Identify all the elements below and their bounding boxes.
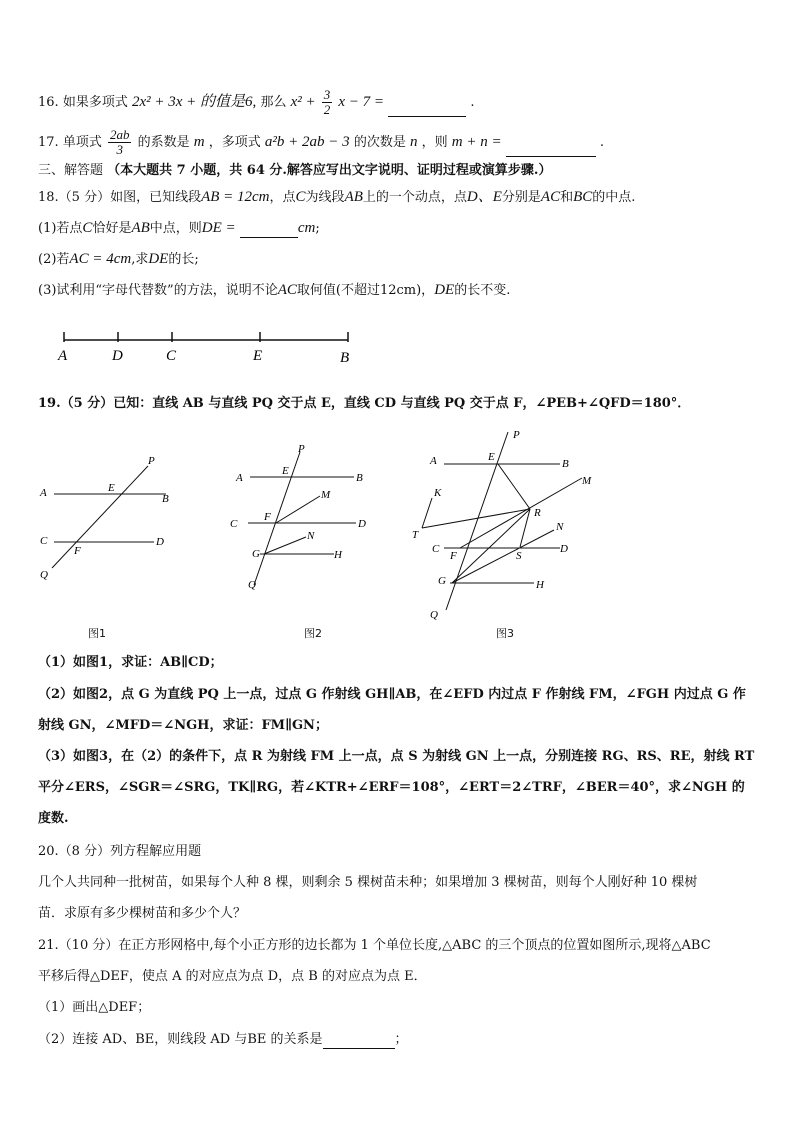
question-21-head: 21.（10 分）在正方形网格中,每个小正方形的边长都为 1 个单位长度,△ABC 的三个顶点的位置如图所示,现将△ABC [38,938,711,953]
question-19-head: 19.（5 分）已知：直线 AB 与直线 PQ 交于点 E，直线 CD 与直线 PQ 交于点 F，∠PEB+∠QFD＝180°． [38,396,691,411]
q18-p1-unit: cm [297,220,316,236]
label-b: B [340,350,350,366]
q18-p3-ac: AC [277,282,297,298]
q18-part3 [38,281,510,300]
q18-head4: 上的一个动点，点 [362,190,467,205]
q18-ac: AC [540,189,561,205]
q19-figure-2 [228,440,378,592]
q18-p1-ab: AB [131,220,150,236]
fig1-label-p: P [148,455,155,467]
question-17 [38,128,604,157]
fig2-caption: 图2 [304,627,322,640]
q18-p2-b: ,求 [131,252,149,267]
section-note: （本大题共 7 小题，共 64 分.解答应写出文字说明、证明过程或演算步骤.） [107,163,552,178]
label-e: E [253,348,263,364]
q17-text-c: ，多项式 [208,135,261,150]
q18-p2-a: (2)若 [38,252,70,267]
q19-figure-3 [404,426,604,622]
q17-poly: a²b + 2ab − 3 [264,134,350,150]
fig3-label-p: P [513,429,520,441]
q16-end: . [470,95,475,110]
q16-expr2b: x − 7 = [338,94,385,110]
q17-text-a: 单项式 [62,135,102,150]
fig3-label-g: G [438,575,446,587]
q21-part1: （1）画出△DEF； [38,1000,151,1015]
fig1-label-q: Q [40,569,48,581]
q17-text-e: ，则 [421,135,448,150]
q18-p3-b: 取何值(不超过12cm)， [296,283,435,298]
q18-p1-c: C [82,220,93,236]
ray-gn [452,530,554,583]
q16-number: 16. [38,95,59,110]
q17-fraction: $\frac{2ab}{3}$ [109,127,130,157]
segment-rs [520,509,530,547]
q16-fraction: $\frac{3}{2}$ [323,87,331,117]
q19-part3-line2: 平分∠ERS，∠SGR＝∠SRG，TK∥RG，若∠KTR+∠ERF＝108°，∠ERT＝2∠TRF，∠BER＝40°，求∠NGH 的 [38,780,745,795]
fig2-label-q: Q [248,579,256,591]
line-pq [52,466,148,568]
fig3-label-r: R [534,507,541,519]
label-c: C [166,348,177,364]
q21-line2: 平移后得△DEF，使点 A 的对应点为点 D，点 B 的对应点为点 E． [38,969,427,984]
q18-ab2: AB [344,189,363,205]
q17-n: n [409,134,418,150]
q18-head3: 为线段 [305,190,345,205]
q18-head6: 和 [560,190,574,205]
q21-part2-text: （2）连接 AD、BE，则线段 AD 与BE 的关系是 [38,1032,323,1047]
fig3-label-f: F [450,550,457,562]
q18-part1 [38,219,320,238]
q18-p1-a: (1)若点 [38,221,83,236]
line-pq [254,452,300,585]
q18-p1-c2: 中点，则 [149,221,202,236]
q18-p2-c: 的长; [168,252,199,267]
q17-answer-blank[interactable] [506,142,596,157]
segment-re [498,464,530,509]
fig1-label-c: C [40,535,48,547]
q17-number: 17. [38,135,59,150]
q18-c: C [295,189,306,205]
q19-figure-1 [36,450,176,585]
fig2-label-n: N [307,530,315,542]
q18-p1-de: DE = [201,220,236,236]
fig3-label-e: E [488,451,495,463]
q18-segment-figure [50,326,370,368]
fig3-label-s: S [516,550,522,562]
q18-head: 18.（5 分）如图，已知线段 [38,190,202,205]
q21-answer-blank[interactable] [323,1034,395,1049]
q18-ab: AB = 12cm [201,189,270,205]
q18-head7: 的中点. [592,190,636,205]
q19-part3-line1: （3）如图3，在（2）的条件下，点 R 为射线 FM 上一点，点 S 为射线 GN 上一点，分别连接 RG、RS、RE，射线 RT [38,749,755,764]
q18-part2 [38,250,199,269]
ray-fm [460,478,582,548]
q17-m: m [193,134,205,150]
fig2-label-c: C [230,518,238,530]
q17-mn: m + n = [451,134,502,150]
q21-part2 [38,1031,408,1049]
fig2-label-b: B [356,472,363,484]
q16-text-b: 那么 [260,95,287,110]
fig2-label-d: D [358,518,366,530]
fig2-label-m: M [321,489,331,501]
q18-de: D、E [466,189,502,205]
q20-line1: 几个人共同种一批树苗，如果每个人种 8 棵，则剩余 5 棵树苗未种；如果增加 3 棵树苗，则每个人刚好种 10 棵树 [38,875,698,890]
fig3-label-k: K [434,487,442,499]
fig3-label-q: Q [430,609,438,621]
q16-expr2a: x² + [290,94,316,110]
fig3-caption: 图3 [496,627,514,640]
q17-text-d: 的次数是 [353,135,406,150]
fig3-label-a: A [430,455,437,467]
q18-p3-c: 的长不变. [454,283,511,298]
q18-p1-b: 恰好是 [92,221,132,236]
question-18-head [38,188,635,207]
q19-part2-line1: （2）如图2，点 G 为直线 PQ 上一点，过点 G 作射线 GH∥AB，在∠EFD 内过点 F 作射线 FM，∠FGH 内过点 G 作 [38,687,746,702]
q18-p2-de: DE [148,251,169,267]
q18-bc: BC [573,189,593,205]
q18-head2: ，点 [269,190,296,205]
fig2-label-a: A [236,472,243,484]
section-title: 三、解答题 [38,163,104,178]
label-d: D [112,348,123,364]
fig3-label-m: M [582,475,592,487]
q17-text-b: 的系数是 [137,135,190,150]
ray-fm [276,496,320,523]
q18-p3-de: DE [434,282,455,298]
fig2-label-h: H [334,549,342,561]
fig3-label-b: B [562,458,569,470]
ray-tk [422,498,432,528]
ray-gn [264,537,306,554]
question-16 [38,88,474,117]
q17-end: . [599,135,605,150]
q18-p2-ac: AC = 4cm [69,251,132,267]
fig2-label-p: P [298,443,305,455]
q18-answer-blank[interactable] [240,223,298,238]
fig1-caption: 图1 [88,627,106,640]
q16-text-a: 如果多项式 [62,95,128,110]
q16-expr1: 2x² + 3x + 的值是6, [131,94,257,110]
fig3-label-t: T [412,529,419,541]
fig2-label-f: F [264,511,271,523]
fig3-label-n: N [556,521,564,533]
q19-part1: （1）如图1，求证：AB∥CD； [38,655,223,670]
q21-part2-end: ； [394,1032,408,1047]
q18-p1-end: ; [315,221,320,236]
fig2-label-g: G [252,548,260,560]
fig1-label-b: B [162,493,169,505]
fig3-label-d: D [560,543,568,555]
q19-part2-line2: 射线 GN，∠MFD＝∠NGH，求证：FM∥GN； [38,718,328,733]
fig1-label-f: F [74,545,81,557]
question-20-head: 20.（8 分）列方程解应用题 [38,844,202,859]
q18-head5: 分别是 [501,190,541,205]
fig3-label-c: C [432,543,440,555]
fig3-label-h: H [536,579,544,591]
section-3-heading [38,162,551,180]
fig1-label-d: D [156,536,164,548]
fig1-label-e: E [108,482,115,494]
label-a: A [58,348,68,364]
q19-part3-line3: 度数. [38,811,69,826]
q18-p3-a: (3)试利用“字母代替数”的方法，说明不论 [38,283,278,298]
fig1-label-a: A [40,487,47,499]
fig2-label-e: E [282,465,289,477]
q16-answer-blank[interactable] [388,102,466,117]
q20-line2: 苗．求原有多少棵树苗和多少个人？ [38,906,247,921]
